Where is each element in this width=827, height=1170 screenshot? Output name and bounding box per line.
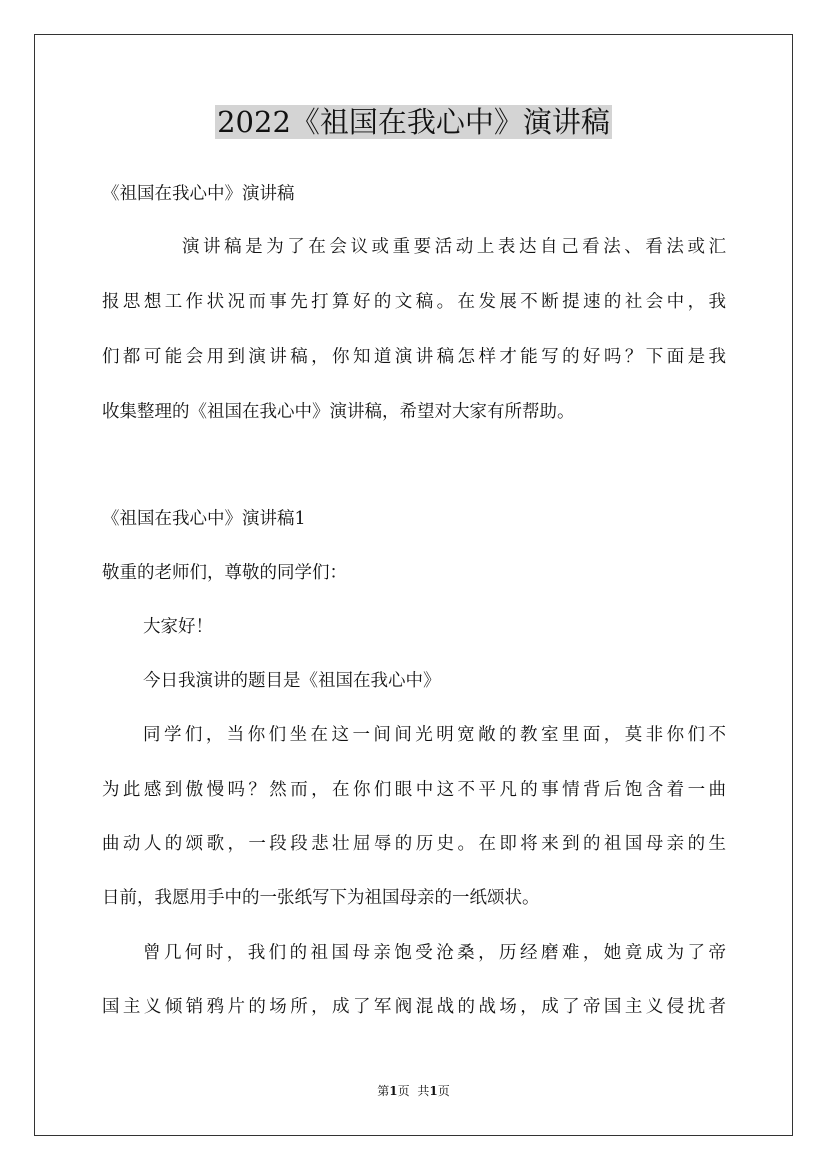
paragraph1-line-1: 同学们，当你们坐在这一间间光明宽敞的教室里面，莫非你们不 (143, 725, 726, 745)
footer-total-suffix: 页 (437, 1084, 450, 1098)
footer-total-number: 1 (429, 1084, 438, 1098)
footer-total-prefix: 共 (417, 1084, 430, 1098)
intro-line-4: 收集整理的《祖国在我心中》演讲稿，希望对大家有所帮助。 (102, 402, 575, 422)
footer-page-prefix: 第 (377, 1084, 390, 1098)
greeting: 大家好！ (143, 617, 213, 637)
paragraph2-line-2: 国主义倾销鸦片的场所，成了军阀混战的战场，成了帝国主义侵扰者 (102, 997, 726, 1017)
paragraph1-line-2: 为此感到傲慢吗？然而，在你们眼中这不平凡的事情背后饱含着一曲 (102, 780, 726, 800)
document-subtitle: 《祖国在我心中》演讲稿 (102, 184, 295, 204)
document-title (0, 100, 827, 144)
intro-line-3: 们都可能会用到演讲稿，你知道演讲稿怎样才能写的好吗？下面是我 (102, 347, 726, 367)
footer-page-number: 1 (389, 1084, 398, 1098)
page-footer (0, 1083, 827, 1099)
footer-page-suffix: 页 (397, 1084, 410, 1098)
paragraph1-line-3: 曲动人的颂歌，一段段悲壮屈辱的历史。在即将来到的祖国母亲的生 (102, 834, 726, 854)
paragraph1-line-4: 日前，我愿用手中的一张纸写下为祖国母亲的一纸颂状。 (102, 888, 540, 908)
paragraph2-line-1: 曾几何时，我们的祖国母亲饱受沧桑，历经磨难，她竟成为了帝 (143, 943, 726, 963)
section-heading: 《祖国在我心中》演讲稿1 (102, 509, 306, 529)
document-title-text: 2022《祖国在我心中》演讲稿 (217, 105, 610, 139)
intro-line-1: 演讲稿是为了在会议或重要活动上表达自己看法、看法或汇 (182, 237, 726, 257)
topic-line: 今日我演讲的题目是《祖国在我心中》 (143, 671, 441, 691)
salutation: 敬重的老师们，尊敬的同学们： (102, 563, 347, 583)
intro-line-2: 报思想工作状况而事先打算好的文稿。在发展不断提速的社会中，我 (102, 292, 726, 312)
